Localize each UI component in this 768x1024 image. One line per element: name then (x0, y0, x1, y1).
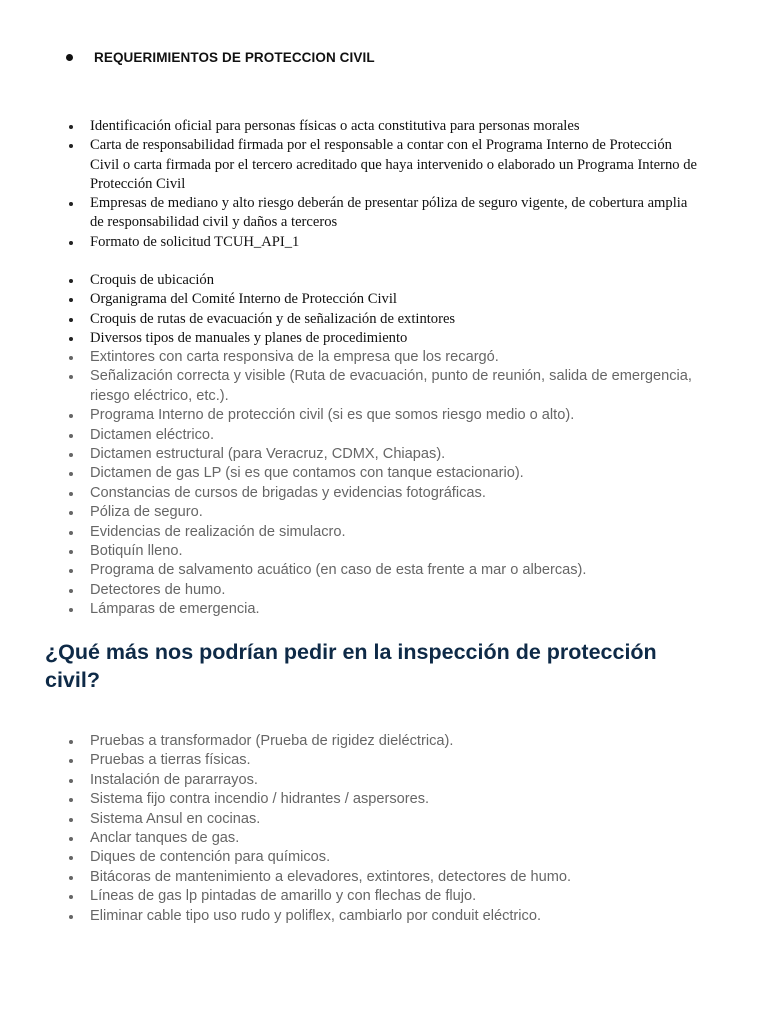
list-item: Organigrama del Comité Interno de Protección Civil (90, 290, 700, 309)
list-item: Botiquín lleno. (90, 542, 730, 561)
list-item: Señalización correcta y visible (Ruta de evacuación, punto de reunión, salida de emergencia, riesgo eléctrico, etc.). (90, 367, 730, 406)
bullet-icon (66, 54, 73, 61)
list-item: Carta de responsabilidad firmada por el responsable a contar con el Programa Interno de Protección Civil o carta firmada por el tercero acreditado que haya intervenido o elaborado un Programa Interno de Protección Civil (90, 136, 700, 194)
list-item: Dictamen estructural (para Veracruz, CDMX, Chiapas). (90, 445, 730, 464)
list-item: Constancias de cursos de brigadas y evidencias fotográficas. (90, 484, 730, 503)
list-item: Pruebas a transformador (Prueba de rigidez dieléctrica). (90, 732, 730, 751)
list-item: Lámparas de emergencia. (90, 600, 730, 619)
list-item: Bitácoras de mantenimiento a elevadores, extintores, detectores de humo. (90, 868, 730, 887)
requirements-list-3 (90, 348, 730, 620)
list-item: Pruebas a tierras físicas. (90, 751, 730, 770)
list-item: Anclar tanques de gas. (90, 829, 730, 848)
inspection-extras-list (90, 732, 730, 926)
list-item: Eliminar cable tipo uso rudo y poliflex, cambiarlo por conduit eléctrico. (90, 907, 730, 926)
requirements-list-1 (90, 117, 700, 252)
list-item: Dictamen eléctrico. (90, 426, 730, 445)
list-item: Póliza de seguro. (90, 503, 730, 522)
list-item: Diques de contención para químicos. (90, 848, 730, 867)
main-title-row (66, 50, 375, 65)
list-item: Croquis de ubicación (90, 271, 700, 290)
list-item: Formato de solicitud TCUH_API_1 (90, 233, 700, 252)
main-title: REQUERIMIENTOS DE PROTECCION CIVIL (94, 50, 375, 65)
list-item: Programa de salvamento acuático (en caso de esta frente a mar o albercas). (90, 561, 730, 580)
list-item: Dictamen de gas LP (si es que contamos con tanque estacionario). (90, 464, 730, 483)
list-item: Instalación de pararrayos. (90, 771, 730, 790)
section-heading: ¿Qué más nos podrían pedir en la inspección de protección civil? (45, 640, 657, 692)
list-item: Sistema Ansul en cocinas. (90, 810, 730, 829)
list-item: Programa Interno de protección civil (si es que somos riesgo medio o alto). (90, 406, 730, 425)
list-item: Empresas de mediano y alto riesgo deberán de presentar póliza de seguro vigente, de cobertura amplia de responsabilidad civil y daños a terceros (90, 194, 700, 233)
requirements-list-2 (90, 271, 700, 348)
list-item: Detectores de humo. (90, 581, 730, 600)
list-item: Identificación oficial para personas físicas o acta constitutiva para personas morales (90, 117, 700, 136)
list-item: Líneas de gas lp pintadas de amarillo y con flechas de flujo. (90, 887, 730, 906)
list-item: Sistema fijo contra incendio / hidrantes / aspersores. (90, 790, 730, 809)
list-item: Diversos tipos de manuales y planes de procedimiento (90, 329, 700, 348)
list-item: Evidencias de realización de simulacro. (90, 523, 730, 542)
list-item: Croquis de rutas de evacuación y de señalización de extintores (90, 310, 700, 329)
list-item: Extintores con carta responsiva de la empresa que los recargó. (90, 348, 730, 367)
